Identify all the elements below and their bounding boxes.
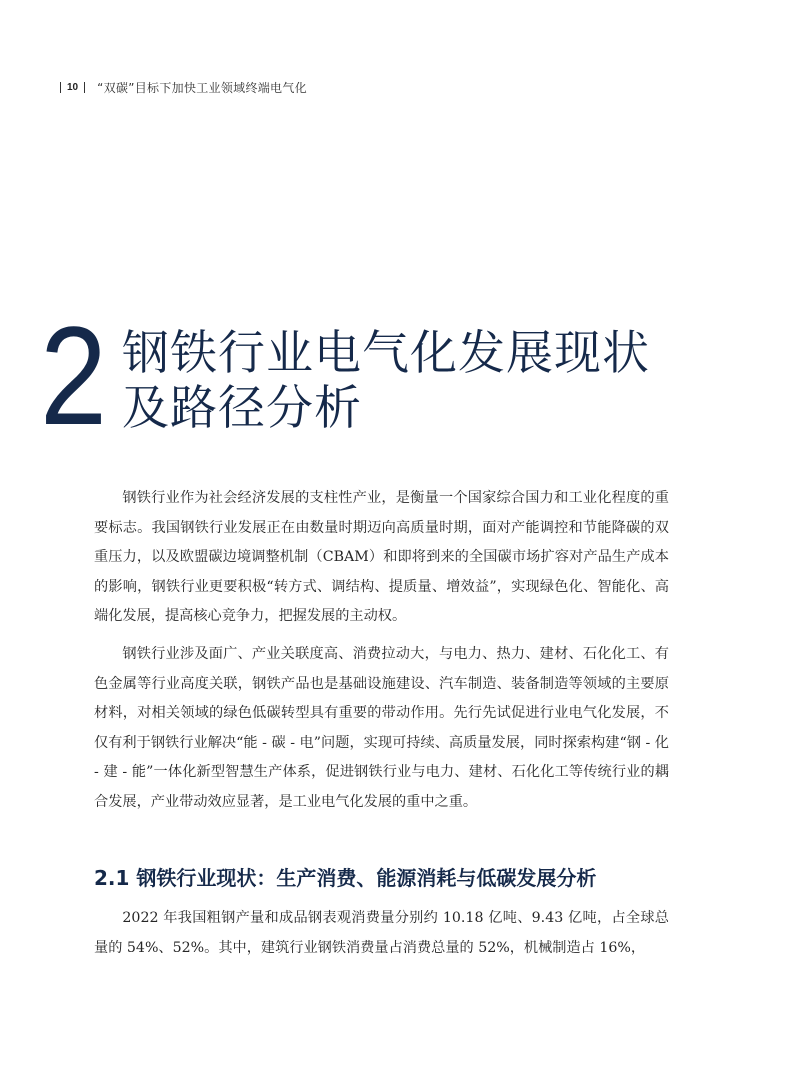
chapter-number: 2 — [40, 297, 104, 454]
running-header — [60, 79, 307, 96]
body-paragraph-1: 钢铁行业作为社会经济发展的支柱性产业，是衡量一个国家综合国力和工业化程度的重要标志。我国钢铁行业发展正在由数量时期迈向高质量时期，面对产能调控和节能降碳的双重压力，以及欧盟碳边境调整机制（CBAM）和即将到来的全国碳市场扩容对产品生产成本的影响，钢铁行业更要积极“转方式、调结构、提质量、增效益”，实现绿色化、智能化、高端化发展，提高核心竞争力，把握发展的主动权。 — [94, 490, 669, 624]
header-divider-left — [60, 82, 61, 93]
chapter-title-line-1: 钢铁行业电气化发展现状 — [122, 326, 650, 381]
section-heading: 2.1 钢铁行业现状：生产消费、能源消耗与低碳发展分析 — [94, 866, 597, 890]
header-title: “双碳”目标下加快工业领域终端电气化 — [97, 81, 307, 95]
section-paragraph: 2022 年我国粗钢产量和成品钢表观消费量分别约 10.18 亿吨、9.43 亿吨，占全球总量的 54%、52%。其中，建筑行业钢铁消费量占消费总量的 52%，机械制造占 16%， — [94, 910, 669, 956]
header-divider-right — [84, 82, 85, 93]
page-number: 10 — [67, 82, 79, 93]
chapter-title — [122, 326, 762, 436]
body-paragraph-2: 钢铁行业涉及面广、产业关联度高、消费拉动大，与电力、热力、建材、石化化工、有色金属等行业高度关联，钢铁产品也是基础设施建设、汽车制造、装备制造等领域的主要原材料，对相关领域的绿色低碳转型具有重要的带动作用。先行先试促进行业电气化发展，不仅有利于钢铁行业解决“能 - 碳 - 电”问题，实现可持续、高质量发展，同时探索构建“钢 - 化 - 建 - 能”一体化新型智慧生产体系，促进钢铁行业与电力、建材、石化化工等传统行业的耦合发展，产业带动效应显著，是工业电气化发展的重中之重。 — [94, 646, 669, 810]
chapter-title-line-2: 及路径分析 — [122, 381, 362, 436]
